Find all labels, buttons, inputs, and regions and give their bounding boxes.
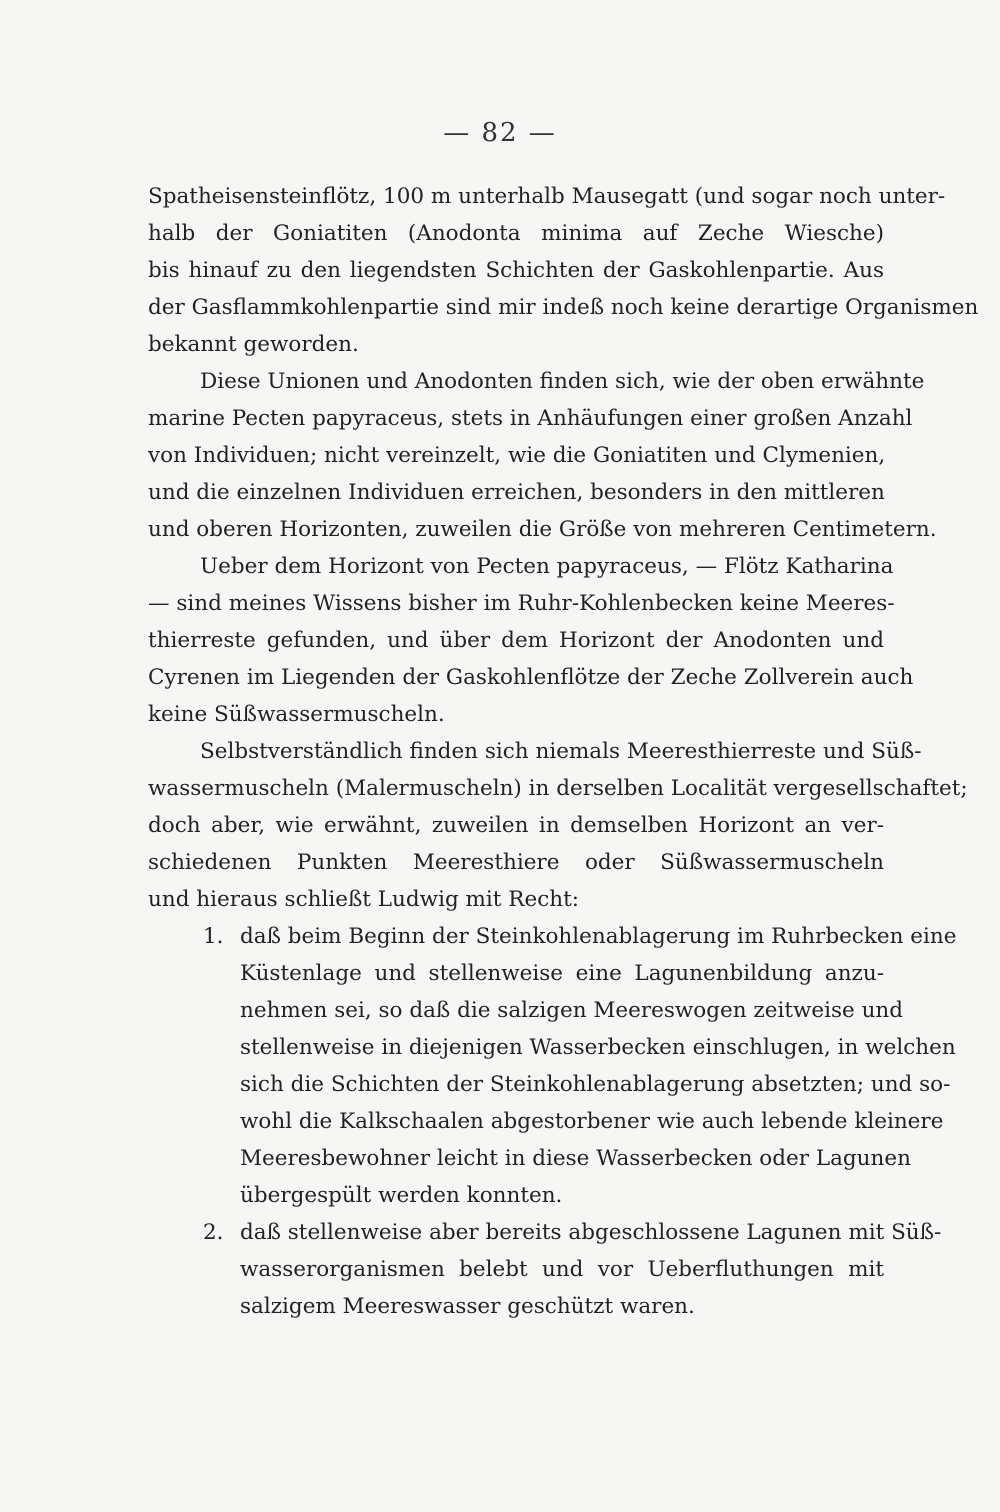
list-line: salzigem Meereswasser geschützt waren.: [240, 1294, 695, 1319]
list-line: wasserorganismen belebt und vor Ueberfluthungen mit: [240, 1257, 884, 1282]
list-number: 1.: [203, 924, 224, 949]
text-line: doch aber, wie erwähnt, zuweilen in demselben Horizont an ver-: [148, 813, 884, 838]
text-line: Cyrenen im Liegenden der Gaskohlenflötze der Zeche Zollverein auch: [148, 665, 914, 690]
list-line: wohl die Kalkschaalen abgestorbener wie auch lebende kleinere: [240, 1109, 944, 1134]
text-line: und die einzelnen Individuen erreichen, besonders in den mittleren: [148, 480, 885, 505]
list-line: daß stellenweise aber bereits abgeschlossene Lagunen mit Süß-: [240, 1220, 942, 1245]
list-line: Meeresbewohner leicht in diese Wasserbecken oder Lagunen: [240, 1146, 911, 1171]
text-line: keine Süßwassermuscheln.: [148, 702, 445, 727]
list-line: sich die Schichten der Steinkohlenablagerung absetzten; und so-: [240, 1072, 951, 1097]
text-line: und hieraus schließt Ludwig mit Recht:: [148, 887, 579, 912]
text-line: Selbstverständlich finden sich niemals Meeresthierreste und Süß-: [200, 739, 922, 764]
text-line: von Individuen; nicht vereinzelt, wie die Goniatiten und Clymenien,: [148, 443, 886, 468]
list-line: nehmen sei, so daß die salzigen Meereswogen zeitweise und: [240, 998, 904, 1023]
text-line: bis hinauf zu den liegendsten Schichten der Gaskohlenpartie. Aus: [148, 258, 884, 283]
text-line: der Gasflammkohlenpartie sind mir indeß noch keine derartige Organismen: [148, 295, 979, 320]
text-line: schiedenen Punkten Meeresthiere oder Süßwassermuscheln: [148, 850, 884, 875]
text-line: — sind meines Wissens bisher im Ruhr-Kohlenbecken keine Meeres-: [148, 591, 895, 616]
text-line: Ueber dem Horizont von Pecten papyraceus, — Flötz Katharina: [200, 554, 894, 579]
text-line: Spatheisensteinflötz, 100 m unterhalb Mausegatt (und sogar noch unter-: [148, 184, 946, 209]
list-line: Küstenlage und stellenweise eine Lagunenbildung anzu-: [240, 961, 884, 986]
text-line: Diese Unionen und Anodonten finden sich, wie der oben erwähnte: [200, 369, 925, 394]
text-line: halb der Goniatiten (Anodonta minima auf Zeche Wiesche): [148, 221, 884, 246]
list-line: daß beim Beginn der Steinkohlenablagerung im Ruhrbecken eine: [240, 924, 957, 949]
page-number: — 82 —: [443, 118, 557, 148]
text-line: und oberen Horizonten, zuweilen die Größe von mehreren Centimetern.: [148, 517, 937, 542]
list-number: 2.: [203, 1220, 224, 1245]
list-line: stellenweise in diejenigen Wasserbecken einschlugen, in welchen: [240, 1035, 956, 1060]
text-line: wassermuscheln (Malermuscheln) in derselben Localität vergesellschaftet;: [148, 776, 968, 801]
list-line: übergespült werden konnten.: [240, 1183, 563, 1208]
text-line: marine Pecten papyraceus, stets in Anhäufungen einer großen Anzahl: [148, 406, 913, 431]
text-line: bekannt geworden.: [148, 332, 359, 357]
text-line: thierreste gefunden, und über dem Horizont der Anodonten und: [148, 628, 884, 653]
